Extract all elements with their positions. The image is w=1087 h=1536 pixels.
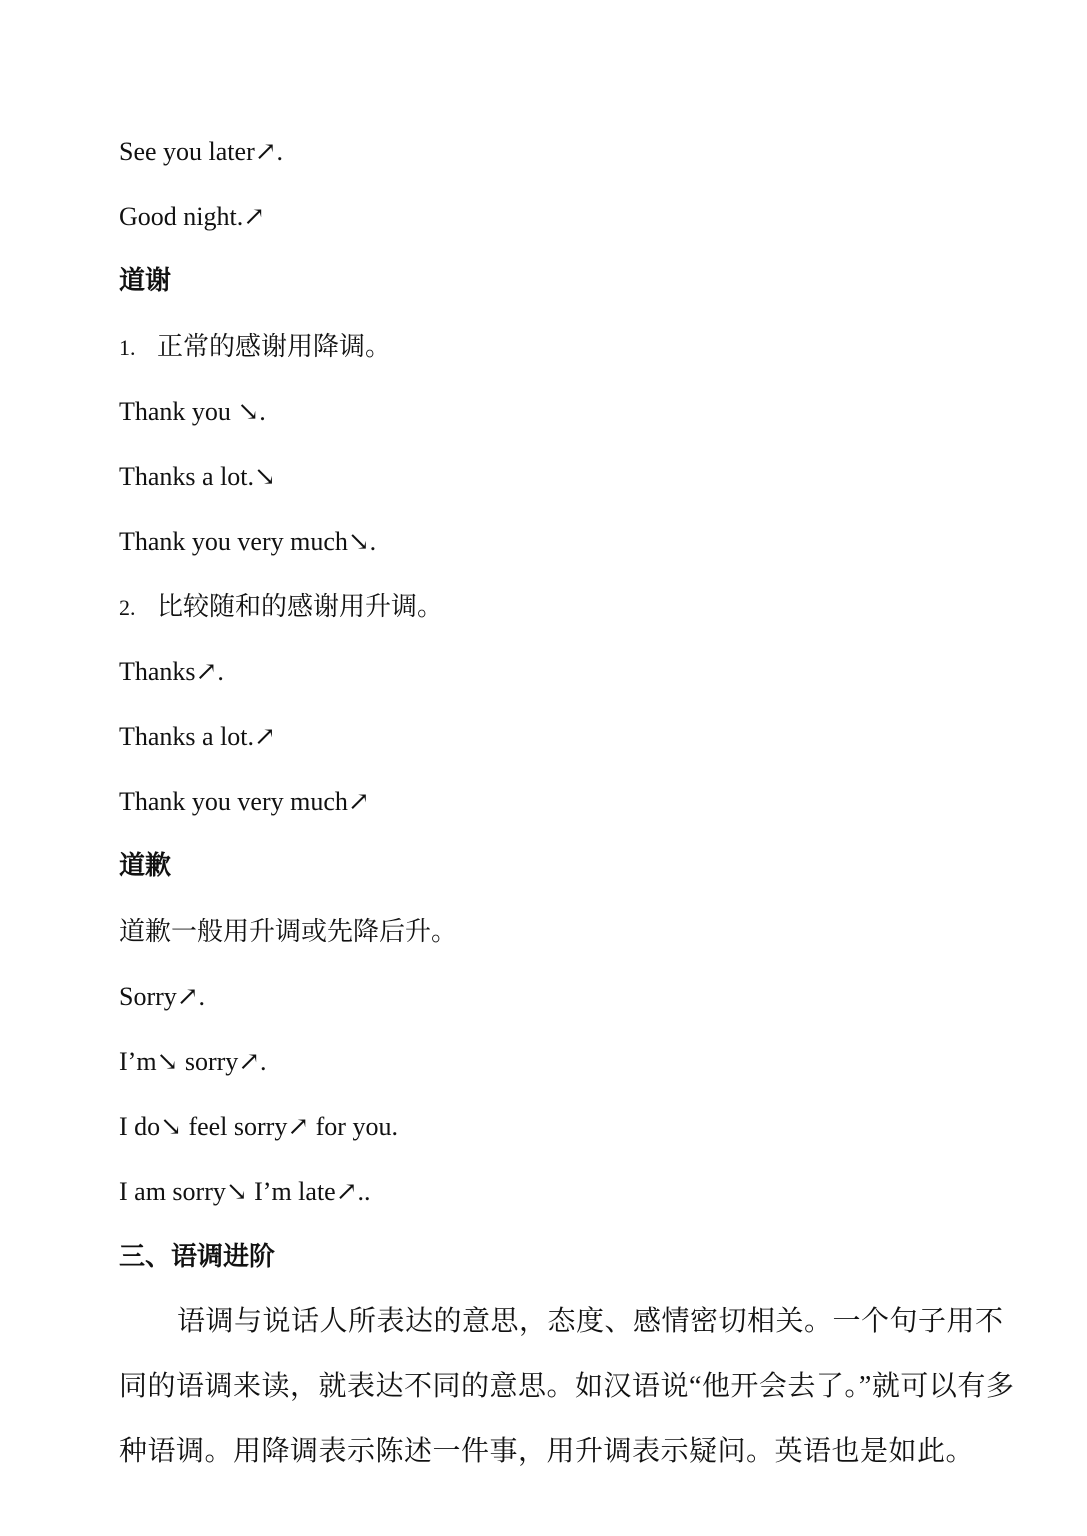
heading-apology: 道歉 [119,851,172,881]
paragraph-text: 语调与说话人所表达的意思，态度、感情密切相关。一个句子用不同的语调来读，就表达不同的意思。如汉语说“他开会去了。”就可以有多种语调。用降调表示陈述一件事，用升调表示疑问。英语也是如此。 [119,1306,1015,1467]
apology-example: I’m↘ sorry↗. [119,1047,267,1076]
intonation-paragraph [119,1289,1029,1484]
thanks-example: Thanks a lot.↗ [119,722,276,751]
item-text: 比较随和的感谢用升调。 [157,592,444,621]
heading-intonation-advanced: 三、语调进阶 [119,1242,276,1272]
apology-intro: 道歉一般用升调或先降后升。 [119,917,458,946]
example-good-night: Good night.↗ [119,202,266,231]
heading-thanks: 道谢 [119,266,172,296]
item-text: 正常的感谢用降调。 [157,332,392,361]
thanks-example: Thank you very much↘. [119,527,377,556]
thanks-example: Thank you very much↗ [119,787,370,816]
example-see-you-later: See you later↗. [119,137,284,166]
thanks-item-2 [119,589,443,626]
item-number: 2. [119,595,136,620]
thanks-item-1 [119,329,391,366]
item-number: 1. [119,335,136,360]
thanks-example: Thanks↗. [119,657,224,686]
apology-example: I do↘ feel sorry↗ for you. [119,1112,398,1141]
thanks-example: Thank you ↘. [119,397,266,426]
apology-example: I am sorry↘ I’m late↗.. [119,1177,371,1206]
thanks-example: Thanks a lot.↘ [119,462,276,491]
apology-example: Sorry↗. [119,982,206,1011]
